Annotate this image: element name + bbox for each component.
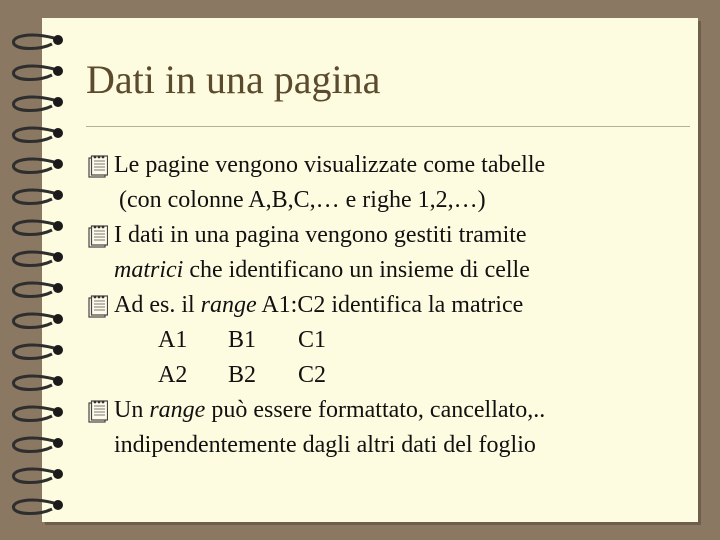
bullet-text-italic: matrici — [114, 257, 184, 283]
bullet-2-line-2 — [86, 253, 696, 288]
title-divider — [86, 126, 690, 127]
spiral-ring — [13, 283, 54, 296]
binding-hole — [53, 345, 63, 355]
spiral-ring — [13, 97, 54, 110]
spiral-ring — [13, 66, 54, 79]
matrix-row-1 — [86, 323, 696, 358]
bullet-text: che identificano un insieme di celle — [183, 257, 530, 283]
bullet-text: Ad es. il — [114, 292, 201, 318]
binding-hole — [53, 376, 63, 386]
binding-hole — [53, 35, 63, 45]
notepad-icon — [86, 294, 108, 318]
spiral-ring — [13, 221, 54, 234]
spiral-ring — [13, 407, 54, 420]
spiral-ring — [13, 190, 54, 203]
spiral-ring — [13, 345, 54, 358]
spiral-ring — [13, 469, 54, 482]
bullet-text: può essere formattato, cancellato,.. — [205, 397, 546, 423]
bullet-text: Un — [114, 397, 150, 423]
spiral-ring — [13, 314, 54, 327]
bullet-text: A1:C2 identifica la matrice — [256, 292, 524, 318]
bullet-1-line-2 — [86, 183, 696, 218]
spiral-ring — [13, 159, 54, 172]
matrix-cell: C2 — [298, 362, 327, 388]
binding-hole — [53, 407, 63, 417]
spiral-ring — [13, 35, 54, 48]
binding-hole — [53, 314, 63, 324]
binding-hole — [53, 221, 63, 231]
binding-hole — [53, 66, 63, 76]
notepad-icon — [86, 399, 108, 423]
bullet-text-italic: range — [200, 292, 257, 318]
bullet-text-italic: range — [149, 397, 206, 423]
notepad-icon — [86, 224, 108, 248]
bullet-4-line-1 — [86, 393, 696, 428]
spiral-ring — [13, 438, 54, 451]
spiral-binding — [0, 0, 80, 540]
binding-hole — [53, 97, 63, 107]
binding-hole — [53, 500, 63, 510]
binding-hole — [53, 190, 63, 200]
bullet-3-line-1 — [86, 288, 696, 323]
matrix-cell: B1 — [228, 327, 257, 353]
binding-hole — [53, 469, 63, 479]
bullet-2-line-1 — [86, 218, 696, 253]
bullet-4-line-2 — [86, 428, 696, 463]
matrix-cell: B2 — [228, 362, 257, 388]
matrix-row-2 — [86, 358, 696, 393]
matrix-cell: C1 — [298, 327, 327, 353]
bullet-text: indipendentemente dagli altri dati del foglio — [114, 432, 536, 458]
spiral-ring — [13, 252, 54, 265]
binding-hole — [53, 128, 63, 138]
slide-body — [86, 148, 696, 463]
bullet-1-line-1 — [86, 148, 696, 183]
matrix-cell: A1 — [158, 327, 188, 353]
slide-title: Dati in una pagina — [86, 57, 381, 102]
bullet-text: (con colonne A,B,C,… e righe 1,2,…) — [119, 187, 486, 213]
spiral-ring — [13, 500, 54, 513]
spiral-ring — [13, 376, 54, 389]
bullet-text: Le pagine vengono visualizzate come tabelle — [114, 152, 546, 178]
binding-hole — [53, 159, 63, 169]
matrix-cell: A2 — [158, 362, 188, 388]
bullet-text: I dati in una pagina vengono gestiti tramite — [114, 222, 527, 248]
binding-hole — [53, 283, 63, 293]
notepad-icon — [86, 154, 108, 178]
binding-hole — [53, 438, 63, 448]
spiral-ring — [13, 128, 54, 141]
binding-hole — [53, 252, 63, 262]
